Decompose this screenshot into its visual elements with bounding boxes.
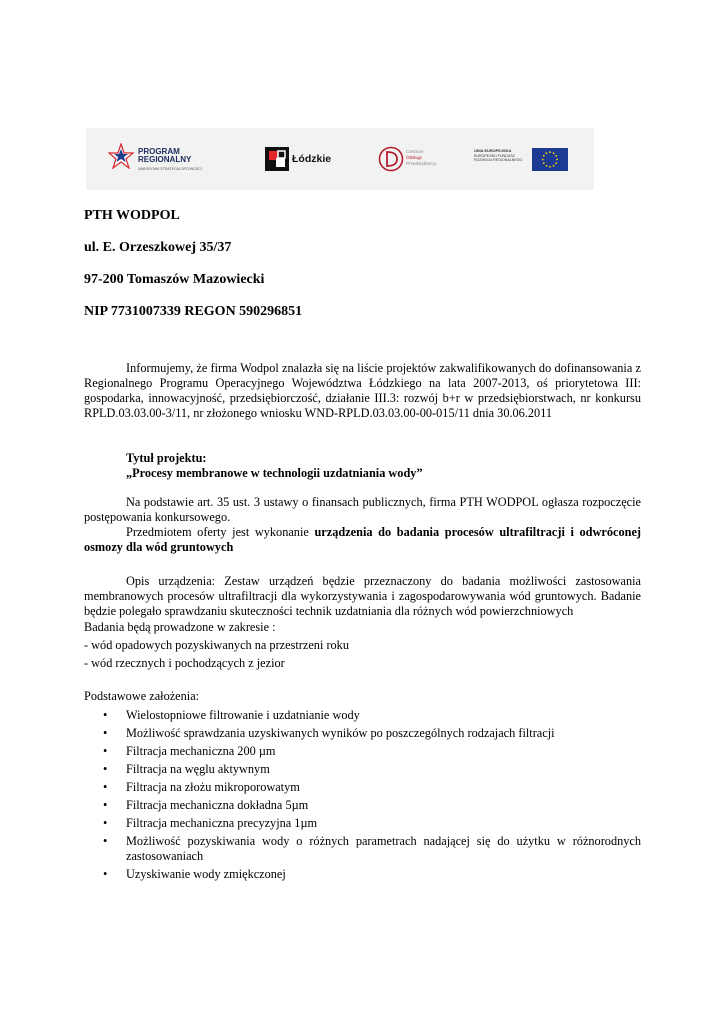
offer-text — [84, 525, 641, 555]
intro-paragraph — [84, 361, 641, 421]
bullet-icon: • — [103, 816, 108, 830]
program-regionalny-title: PROGRAM REGIONALNY — [138, 147, 192, 164]
list-item: • Filtracja mechaniczna dokładna 5µm — [103, 798, 309, 812]
bullet-icon: • — [103, 726, 108, 740]
description-text: Opis urządzenia: Zestaw urządzeń będzie przeznaczony do badania możliwości zastosowania membranowych procesów ultrafiltracji dla wykorzystywania i zagospodarowywania wód gruntowych. Badanie będzie polegało sprawdzaniu skuteczności technik uzdatniania dla różnych wód powierzchniowych — [84, 574, 641, 618]
program-regionalny-subtitle: NARODOWA STRATEGIA SPÓJNOŚCI — [138, 167, 202, 171]
lodzkie-text: Łódzkie — [292, 153, 332, 165]
list-item: • Filtracja na złożu mikroporowatym — [103, 780, 300, 794]
cop-emblem-icon — [378, 145, 404, 173]
project-title: „Procesy membranowe w technologii uzdatniania wody” — [126, 466, 423, 480]
list-item: • Możliwość pozyskiwania wody o różnych parametrach nadającej się do użytku w różnorodnych zastosowaniach — [103, 834, 641, 863]
bullet-icon: • — [103, 708, 108, 722]
lodzkie-logo — [262, 128, 342, 190]
centrum-obslugi-logo — [376, 128, 446, 190]
program-regionalny-logo — [104, 128, 224, 190]
bullet-icon: • — [103, 798, 108, 812]
announcement-text: Na podstawie art. 35 ust. 3 ustawy o finansach publicznych, firma PTH WODPOL ogłasza rozpoczęcie postępowania konkursowego. — [84, 495, 641, 524]
description-paragraph — [84, 574, 641, 619]
offer-subject: urządzenia do badania procesów ultrafiltracji i odwróconej osmozy dla wód gruntowych — [84, 525, 641, 554]
bullet-icon: • — [103, 762, 108, 776]
list-item: • Możliwość sprawdzania uzyskiwanych wyników po poszczególnych rodzajach filtracji — [103, 726, 555, 740]
list-item: • Wielostopniowe filtrowanie i uzdatnianie wody — [103, 708, 360, 722]
eu-logo — [474, 128, 574, 190]
announcement-paragraph — [84, 495, 641, 555]
list-item: • Filtracja na węglu aktywnym — [103, 762, 270, 776]
centrum-obslugi-text: Centrum Obsługi Przedsiębiorcy — [406, 149, 437, 166]
scope-heading: Badania będą prowadzone w zakresie : — [84, 620, 276, 634]
company-ids: NIP 7731007339 REGON 590296851 — [84, 304, 303, 319]
offer-prefix: Przedmiotem oferty jest wykonanie — [126, 525, 315, 539]
company-street: ul. E. Orzeszkowej 35/37 — [84, 240, 232, 255]
eu-text: UNIA EUROPEJSKA EUROPEJSKI FUNDUSZ ROZWOJU REGIONALNEGO — [474, 148, 523, 163]
assumptions-heading: Podstawowe założenia: — [84, 689, 200, 703]
assumptions-list — [84, 708, 641, 885]
bullet-icon: • — [103, 744, 108, 758]
eu-flag-icon — [532, 148, 568, 171]
list-item: • Uzyskiwanie wody zmiękczonej — [103, 867, 286, 881]
list-item: • Filtracja mechaniczna precyzyjna 1µm — [103, 816, 318, 830]
scope-item: - wód rzecznych i pochodzących z jezior — [84, 656, 285, 670]
list-item: • Filtracja mechaniczna 200 µm — [103, 744, 276, 758]
project-label: Tytuł projektu: — [126, 451, 207, 465]
lodzkie-mark-icon — [265, 147, 289, 171]
project-block — [126, 451, 423, 481]
logo-strip — [86, 128, 594, 190]
scope-item: - wód opadowych pozyskiwanych na przestrzeni roku — [84, 638, 349, 652]
company-city: 97-200 Tomaszów Mazowiecki — [84, 272, 265, 287]
bullet-icon: • — [103, 867, 108, 881]
bullet-icon: • — [103, 780, 108, 794]
intro-text: Informujemy, że firma Wodpol znalazła się na liście projektów zakwalifikowanych do dofinansowania z Regionalnego Programu Operacyjnego Województwa Łódzkiego na lata 2007-2013, oś priorytetowa III: gospodarka, innowacyjność, przedsiębiorczość, działanie III.3: rozwój b+r w przedsiębiorstwach, nr konkursu RPLD.03.03.00-3/11, nr złożonego wniosku WND-RPLD.03.03.00-00-015/11 dnia 30.06.2011 — [84, 361, 641, 420]
star-icon — [108, 143, 134, 169]
company-name: PTH WODPOL — [84, 208, 180, 223]
bullet-icon: • — [103, 834, 108, 848]
